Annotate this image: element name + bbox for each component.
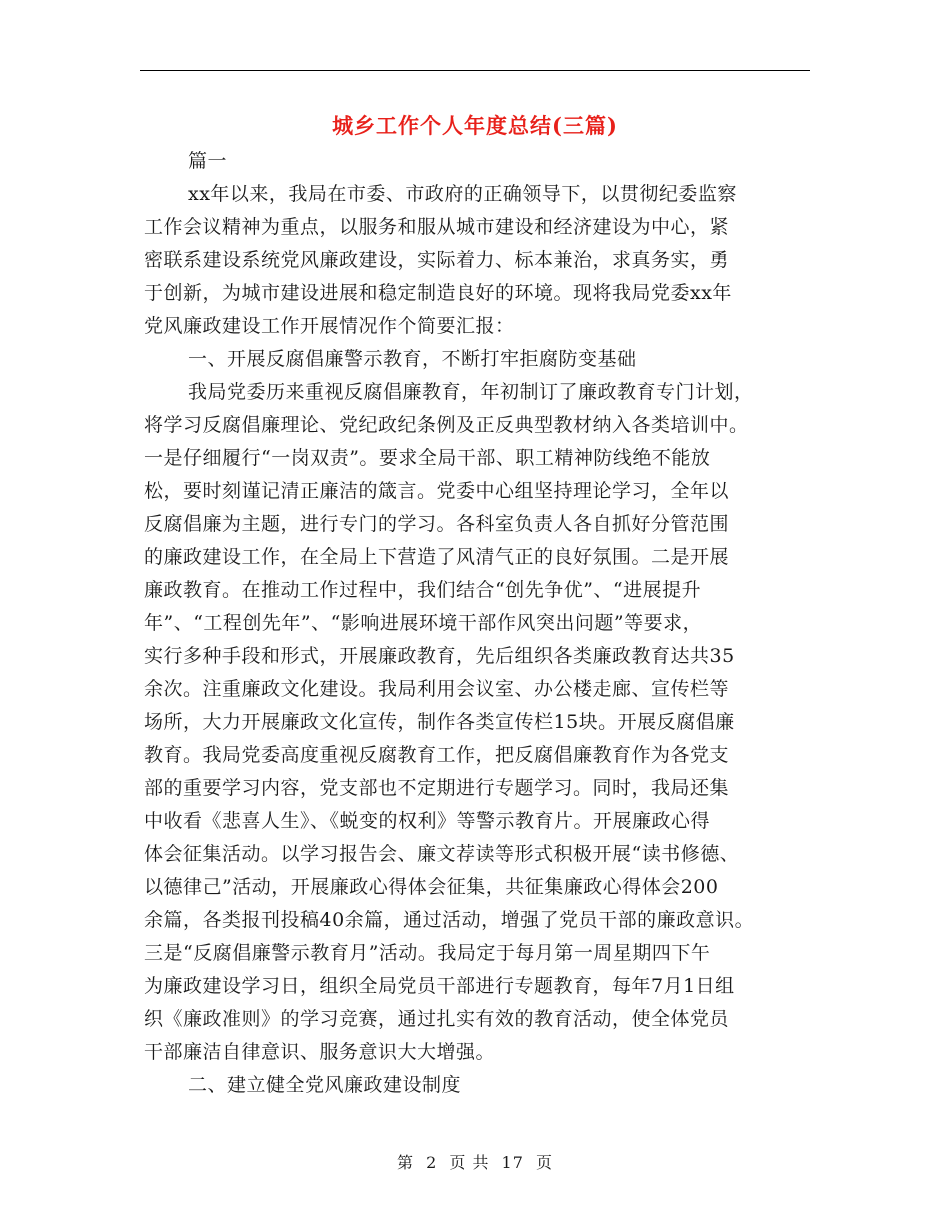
text-line: 一、开展反腐倡廉警示教育，不断打牢拒腐防变基础	[188, 348, 637, 370]
footer-prefix: 第	[396, 1153, 414, 1172]
header-rule	[140, 70, 810, 71]
footer-page-number: 2	[426, 1153, 438, 1172]
text-line: 织《廉政准则》的学习竞赛，通过扎实有效的教育活动，使全体党员	[144, 1008, 730, 1030]
text-line: 我局党委历来重视反腐倡廉教育，年初制订了廉政教育专门计划，	[188, 381, 754, 403]
page-footer	[0, 1150, 950, 1173]
text-line: xx年以来，我局在市委、市政府的正确领导下，以贯彻纪委监察	[188, 183, 737, 205]
document-body	[144, 145, 812, 1102]
footer-suffix: 页	[536, 1153, 554, 1172]
text-line: 于创新，为城市建设进展和稳定制造良好的环境。现将我局党委xx年	[144, 282, 732, 304]
text-line: 廉政教育。在推动工作过程中，我们结合“创先争优”、“进展提升	[144, 579, 702, 601]
text-line: 松，要时刻谨记清正廉洁的箴言。党委中心组坚持理论学习，全年以	[144, 480, 730, 502]
text-line: 为廉政建设学习日，组织全局党员干部进行专题教育，每年7月1日组	[144, 975, 735, 997]
text-line: 的廉政建设工作，在全局上下营造了风清气正的良好氛围。二是开展	[144, 546, 730, 568]
footer-total-pages: 17	[501, 1153, 524, 1172]
text-line: 干部廉洁自律意识、服务意识大大增强。	[144, 1041, 496, 1063]
text-line: 余次。注重廉政文化建设。我局利用会议室、办公楼走廊、宣传栏等	[144, 678, 730, 700]
text-line: 反腐倡廉为主题，进行专门的学习。各科室负责人各自抓好分管范围	[144, 513, 730, 535]
text-line: 二、建立健全党风廉政建设制度	[188, 1074, 462, 1096]
text-line: 体会征集活动。以学习报告会、廉文荐读等形式积极开展“读书修德、	[144, 843, 740, 865]
text-line: 党风廉政建设工作开展情况作个简要汇报：	[144, 315, 515, 337]
text-line: 三是“反腐倡廉警示教育月”活动。我局定于每月第一周星期四下午	[144, 942, 711, 964]
text-line: 密联系建设系统党风廉政建设，实际着力、标本兼治，求真务实，勇	[144, 249, 730, 271]
text-line: 场所，大力开展廉政文化宣传，制作各类宣传栏15块。开展反腐倡廉	[144, 711, 735, 733]
text-line: 教育。我局党委高度重视反腐教育工作，把反腐倡廉教育作为各党支	[144, 744, 730, 766]
text-line: 年”、“工程创先年”、“影响进展环境干部作风突出问题”等要求，	[144, 612, 703, 634]
text-line: 一是仔细履行“一岗双责”。要求全局干部、职工精神防线绝不能放	[144, 447, 711, 469]
text-line: 实行多种手段和形式，开展廉政教育，先后组织各类廉政教育达共35	[144, 645, 735, 667]
footer-middle: 页 共	[449, 1153, 490, 1172]
text-line: 以德律己”活动，开展廉政心得体会征集，共征集廉政心得体会200	[144, 876, 719, 898]
text-line: 将学习反腐倡廉理论、党纪政纪条例及正反典型教材纳入各类培训中。	[144, 414, 749, 436]
text-line: 中收看《悲喜人生》、《蜕变的权利》等警示教育片。开展廉政心得	[144, 810, 711, 832]
text-line: 部的重要学习内容，党支部也不定期进行专题学习。同时，我局还集	[144, 777, 730, 799]
text-line: 篇一	[188, 150, 228, 172]
text-line: 余篇，各类报刊投稿40余篇，通过活动，增强了党员干部的廉政意识。	[144, 909, 755, 931]
document-title: 城乡工作个人年度总结(三篇)	[332, 113, 618, 138]
text-line: 工作会议精神为重点，以服务和服从城市建设和经济建设为中心，紧	[144, 216, 730, 238]
